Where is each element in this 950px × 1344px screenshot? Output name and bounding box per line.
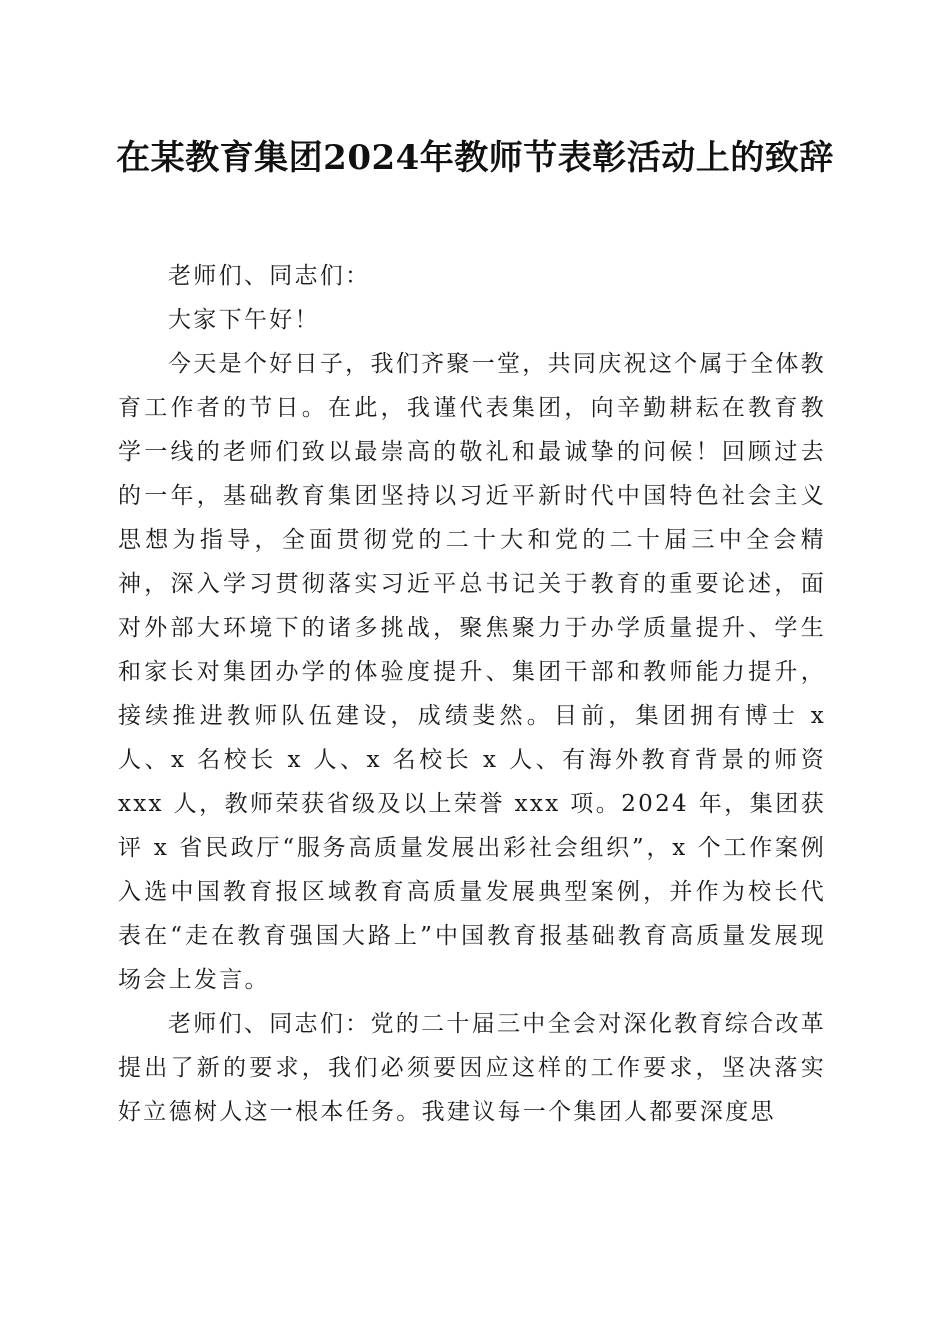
body-paragraph: 老师们、同志们：党的二十届三中全会对深化教育综合改革提出了新的要求，我们必须要因应这样的工作要求，坚决落实好立德树人这一根本任务。我建议每一个集团人都要深度思	[118, 1011, 826, 1125]
document-body	[118, 254, 826, 1134]
salutation-paragraph: 老师们、同志们：	[168, 263, 371, 289]
body-paragraph: 今天是个好日子，我们齐聚一堂，共同庆祝这个属于全体教育工作者的节日。在此，我谨代表集团，向辛勤耕耘在教育教学一线的老师们致以最崇高的敬礼和最诚挚的问候！回顾过去的一年，基础教育集团坚持以习近平新时代中国特色社会主义思想为指导，全面贯彻党的二十大和党的二十届三中全会精神，深入学习贯彻落实习近平总书记关于教育的重要论述，面对外部大环境下的诸多挑战，聚焦聚力于办学质量提升、学生和家长对集团办学的体验度提升、集团干部和教师能力提升，接续推进教师队伍建设，成绩斐然。目前，集团拥有博士 x 人、x 名校长 x 人、x 名校长 x 人、有海外教育背景的师资 xxx 人，教师荣获省级及以上荣誉 xxx 项。2024 年，集团获评 x 省民政厅“服务高质量发展出彩社会组织”，x 个工作案例入选中国教育报区域教育高质量发展典型案例，并作为校长代表在“走在教育强国大路上”中国教育报基础教育高质量发展现场会上发言。	[118, 351, 826, 993]
greeting-paragraph: 大家下午好！	[168, 307, 320, 333]
document-title: 在某教育集团2024年教师节表彰活动上的致辞	[116, 138, 834, 178]
